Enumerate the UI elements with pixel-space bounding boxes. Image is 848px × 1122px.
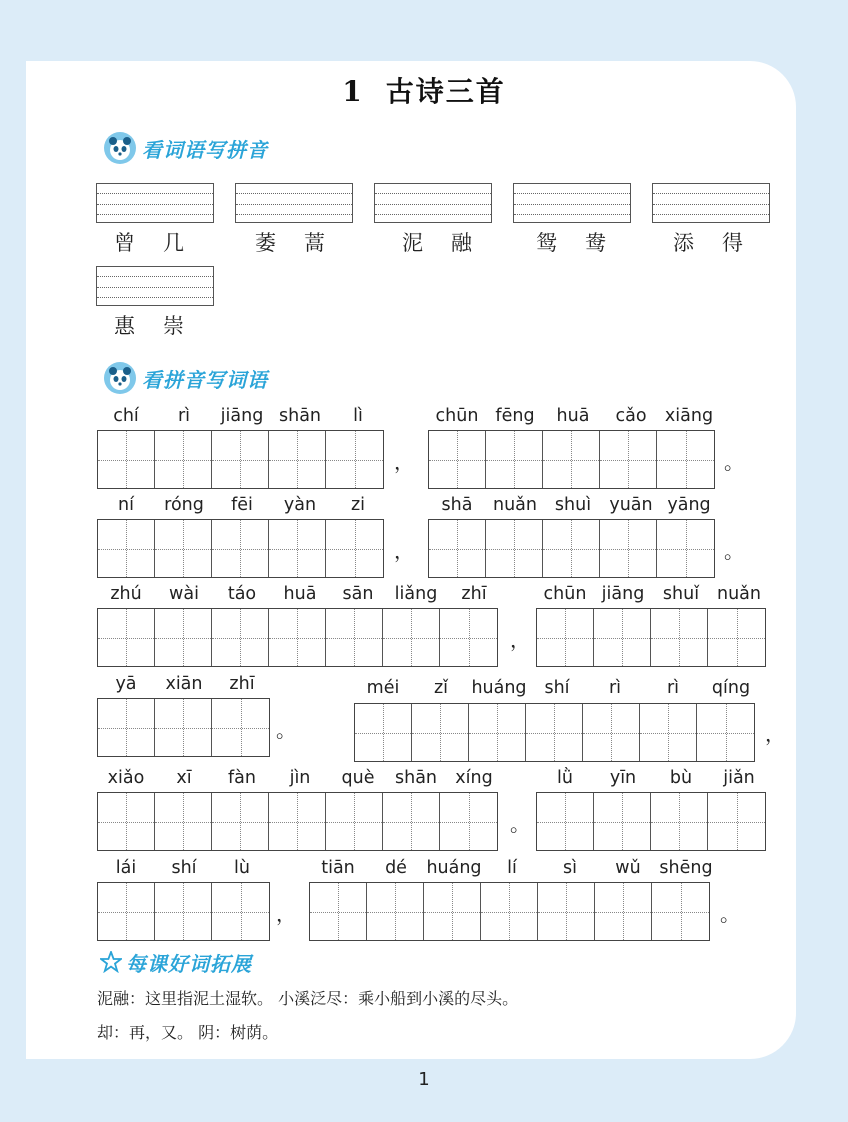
- panda-icon: [100, 360, 140, 396]
- punctuation: 。: [720, 902, 740, 926]
- pinyin-label: jiǎn: [723, 768, 755, 788]
- section-header-write-pinyin: [100, 130, 268, 166]
- pinyin-label: wài: [169, 584, 199, 604]
- pinyin-label: xī: [176, 768, 192, 788]
- punctuation: 。: [724, 450, 744, 474]
- pinyin-label: méi: [366, 678, 400, 698]
- pinyin-label: fēi: [231, 495, 253, 515]
- character-grid[interactable]: [97, 792, 498, 851]
- punctuation: 。: [724, 539, 744, 563]
- pinyin-label: huáng: [471, 678, 527, 698]
- punctuation: ，: [765, 722, 785, 746]
- punctuation: 。: [510, 812, 530, 836]
- pinyin-label: lí: [507, 858, 517, 878]
- word-label: 添得: [673, 231, 771, 255]
- pinyin-label: jìn: [289, 768, 311, 788]
- pinyin-label: fēng: [495, 406, 535, 426]
- pinyin-label: shān: [394, 768, 438, 788]
- pinyin-label: liǎng: [394, 584, 438, 604]
- page-title: [0, 70, 848, 110]
- punctuation: ，: [394, 450, 414, 474]
- pinyin-label: shān: [278, 406, 322, 426]
- character-grid[interactable]: [428, 430, 715, 489]
- pinyin-label: zi: [350, 495, 366, 515]
- character-grid[interactable]: [536, 792, 766, 851]
- pinyin-label: xíng: [455, 768, 493, 788]
- lesson-title: 古诗三首: [385, 75, 506, 108]
- pinyin-label: zǐ: [433, 678, 449, 698]
- pinyin-answer-box[interactable]: [652, 183, 770, 223]
- pinyin-label: shēng: [659, 858, 713, 878]
- pinyin-label: huā: [283, 584, 317, 604]
- pinyin-label: yāng: [667, 495, 711, 515]
- pinyin-label: jiāng: [601, 584, 645, 604]
- pinyin-answer-box[interactable]: [96, 266, 214, 306]
- pinyin-label: yàn: [283, 495, 317, 515]
- pinyin-answer-box[interactable]: [96, 183, 214, 223]
- character-grid[interactable]: [354, 703, 755, 762]
- word-label: 鸳鸯: [536, 231, 634, 255]
- pinyin-label: xiāng: [664, 406, 714, 426]
- pinyin-label: zhú: [110, 584, 142, 604]
- pinyin-label: què: [341, 768, 375, 788]
- punctuation: 。: [276, 718, 296, 742]
- pinyin-label: huā: [556, 406, 590, 426]
- pinyin-label: wǔ: [615, 858, 641, 878]
- vocab-note-line: 却：再，又。 阴：树荫。: [97, 1023, 279, 1042]
- pinyin-label: xiān: [165, 674, 203, 694]
- pinyin-label: dé: [385, 858, 407, 878]
- section-title: 看拼音写词语: [142, 367, 268, 392]
- pinyin-label: zhī: [461, 584, 487, 604]
- lesson-number: 1: [342, 75, 364, 108]
- pinyin-label: lǜ: [557, 768, 573, 788]
- character-grid[interactable]: [309, 882, 710, 941]
- pinyin-label: bù: [669, 768, 693, 788]
- word-label: 曾几: [114, 231, 212, 255]
- pinyin-answer-box[interactable]: [235, 183, 353, 223]
- pinyin-label: yīn: [609, 768, 637, 788]
- section-header-vocab-extension: [100, 944, 252, 980]
- pinyin-label: chūn: [435, 406, 479, 426]
- pinyin-label: ní: [118, 495, 134, 515]
- section-header-write-words: [100, 360, 268, 396]
- pinyin-label: fàn: [228, 768, 256, 788]
- pinyin-label: nuǎn: [493, 495, 537, 515]
- pinyin-label: lì: [353, 406, 363, 426]
- pinyin-label: nuǎn: [717, 584, 761, 604]
- vocab-note-line: 泥融：这里指泥土湿软。 小溪泛尽：乘小船到小溪的尽头。: [97, 989, 519, 1008]
- pinyin-label: shuì: [554, 495, 592, 515]
- word-label: 萎蒿: [255, 231, 353, 255]
- pinyin-label: lái: [115, 858, 137, 878]
- character-grid[interactable]: [428, 519, 715, 578]
- pinyin-label: yā: [115, 674, 137, 694]
- panda-icon: [100, 130, 140, 166]
- pinyin-label: cǎo: [615, 406, 647, 426]
- word-label: 惠崇: [114, 314, 212, 338]
- character-grid[interactable]: [536, 608, 766, 667]
- pinyin-label: rì: [177, 406, 191, 426]
- pinyin-label: shuǐ: [662, 584, 700, 604]
- punctuation: ，: [276, 902, 296, 926]
- pinyin-label: jiāng: [220, 406, 264, 426]
- punctuation: ，: [510, 628, 530, 652]
- pinyin-label: shí: [544, 678, 570, 698]
- pinyin-label: róng: [164, 495, 204, 515]
- pinyin-label: tiān: [321, 858, 355, 878]
- section-title: 每课好词拓展: [126, 951, 252, 976]
- pinyin-label: shí: [171, 858, 197, 878]
- character-grid[interactable]: [97, 882, 270, 941]
- pinyin-label: xiǎo: [107, 768, 145, 788]
- character-grid[interactable]: [97, 519, 384, 578]
- pinyin-label: yuān: [609, 495, 653, 515]
- star-icon: [100, 951, 122, 973]
- pinyin-label: zhī: [229, 674, 255, 694]
- pinyin-label: huáng: [426, 858, 482, 878]
- pinyin-answer-box[interactable]: [374, 183, 492, 223]
- page-number: 1: [418, 1069, 430, 1090]
- section-title: 看词语写拼音: [142, 137, 268, 162]
- character-grid[interactable]: [97, 608, 498, 667]
- pinyin-label: qíng: [711, 678, 751, 698]
- pinyin-label: shā: [441, 495, 473, 515]
- character-grid[interactable]: [97, 430, 384, 489]
- pinyin-answer-box[interactable]: [513, 183, 631, 223]
- pinyin-label: sì: [563, 858, 577, 878]
- pinyin-label: lù: [234, 858, 250, 878]
- punctuation: ，: [394, 539, 414, 563]
- pinyin-label: chūn: [543, 584, 587, 604]
- pinyin-label: chí: [113, 406, 139, 426]
- pinyin-label: táo: [227, 584, 257, 604]
- pinyin-label: rì: [666, 678, 680, 698]
- pinyin-label: sān: [342, 584, 374, 604]
- character-grid[interactable]: [97, 698, 270, 757]
- pinyin-label: rì: [608, 678, 622, 698]
- word-label: 泥融: [402, 231, 500, 255]
